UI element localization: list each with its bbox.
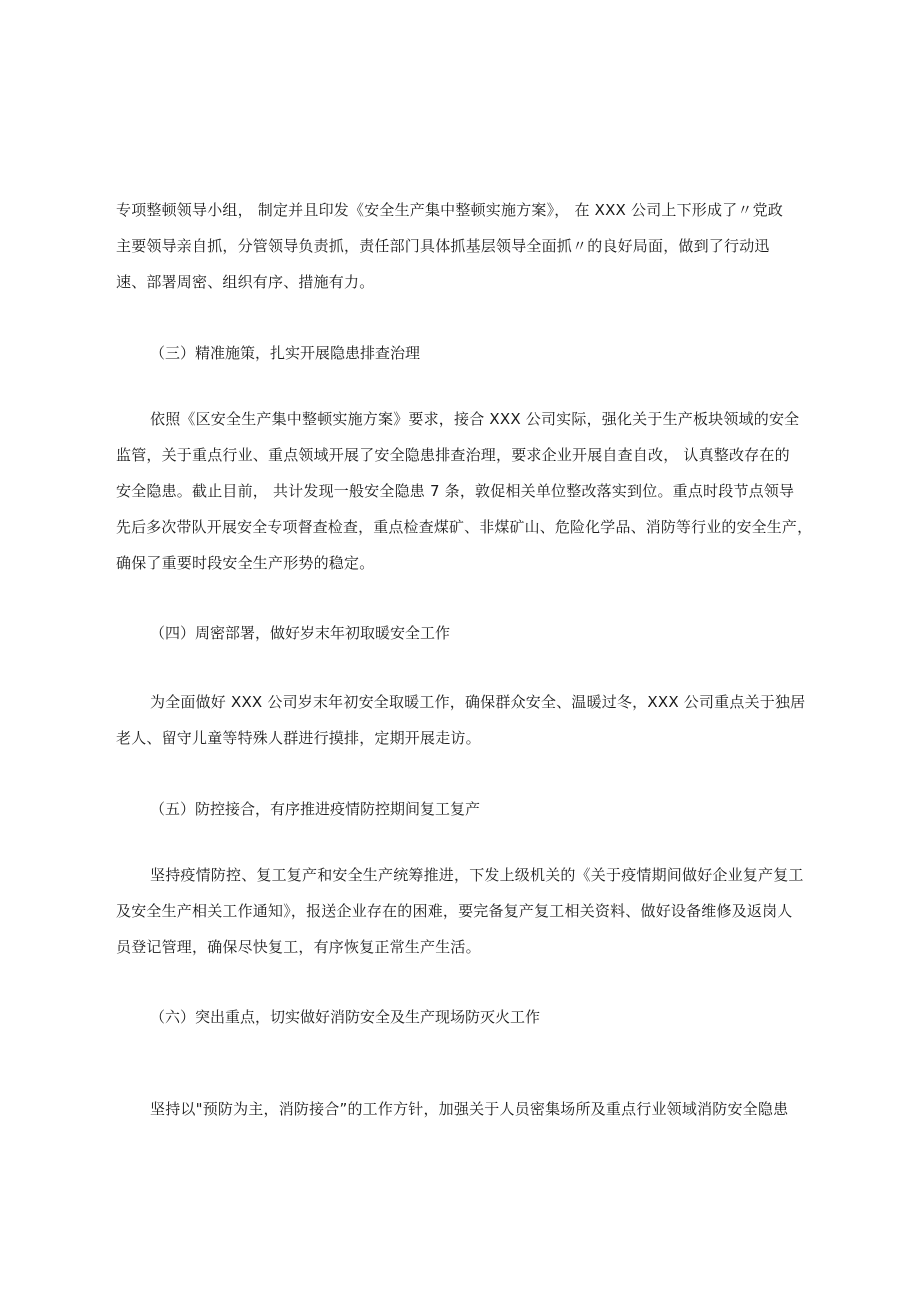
section-heading-3: （三）精准施策，扎实开展隐患排查治理: [150, 344, 421, 362]
paragraph-line: 确保了重要时段安全生产形势的稳定。: [116, 554, 375, 572]
intro-paragraph: [116, 192, 810, 300]
paragraph-line: 安全隐患。截止目前， 共计发现一般安全隐患 7 条，敦促相关单位整改落实到位。重点时段节点领导: [116, 482, 795, 500]
paragraph-line: 先后多次带队开展安全专项督查检查，重点检查煤矿、非煤矿山、危险化学品、消防等行业的安全生产，: [116, 518, 813, 536]
section-3-paragraph: [116, 401, 813, 581]
paragraph-line: 监管，关于重点行业、重点领域开展了安全隐患排查治理，要求企业开展自查自改， 认真整改存在的: [116, 446, 790, 464]
paragraph-line: 老人、留守儿童等特殊人群进行摸排，定期开展走访。: [116, 729, 481, 747]
section-4-paragraph: [116, 684, 810, 756]
paragraph-line: 员登记管理，确保尽快复工，有序恢复正常生产生活。: [116, 938, 481, 956]
section-6-paragraph: [116, 1091, 810, 1127]
section-heading-6: （六）突出重点，切实做好消防安全及生产现场防灭火工作: [150, 1008, 541, 1026]
paragraph-line: 坚持以"预防为主，消防接合”的工作方针，加强关于人员密集场所及重点行业领域消防安全隐患: [150, 1100, 789, 1118]
section-heading-4: （四）周密部署，做好岁末年初取暖安全工作: [150, 624, 451, 642]
section-heading-5: （五）防控接合，有序推进疫情防控期间复工复产: [150, 800, 481, 818]
paragraph-line: 及安全生产相关工作通知》，报送企业存在的困难，要完备复产复工相关资料、做好设备维修及返岗人: [116, 902, 793, 920]
paragraph-line: 专项整顿领导小组， 制定并且印发《安全生产集中整顿实施方案》， 在 XXX 公司上下形成了〃党政: [116, 201, 784, 219]
section-5-paragraph: [116, 857, 810, 965]
paragraph-line: 依照《区安全生产集中整顿实施方案》要求，接合 XXX 公司实际，强化关于生产板块领域的安全: [150, 410, 800, 428]
paragraph-line: 为全面做好 XXX 公司岁末年初安全取暖工作，确保群众安全、温暖过冬，XXX 公司重点关于独居: [150, 693, 806, 711]
paragraph-line: 坚持疫情防控、复工复产和安全生产统筹推进，下发上级机关的《关于疫情期间做好企业复产复工: [150, 866, 804, 884]
paragraph-line: 主要领导亲自抓，分管领导负责抓，责任部门具体抓基层领导全面抓〃的良好局面，做到了行动迅: [116, 237, 770, 255]
paragraph-line: 速、部署周密、组织有序、措施有力。: [116, 273, 375, 291]
